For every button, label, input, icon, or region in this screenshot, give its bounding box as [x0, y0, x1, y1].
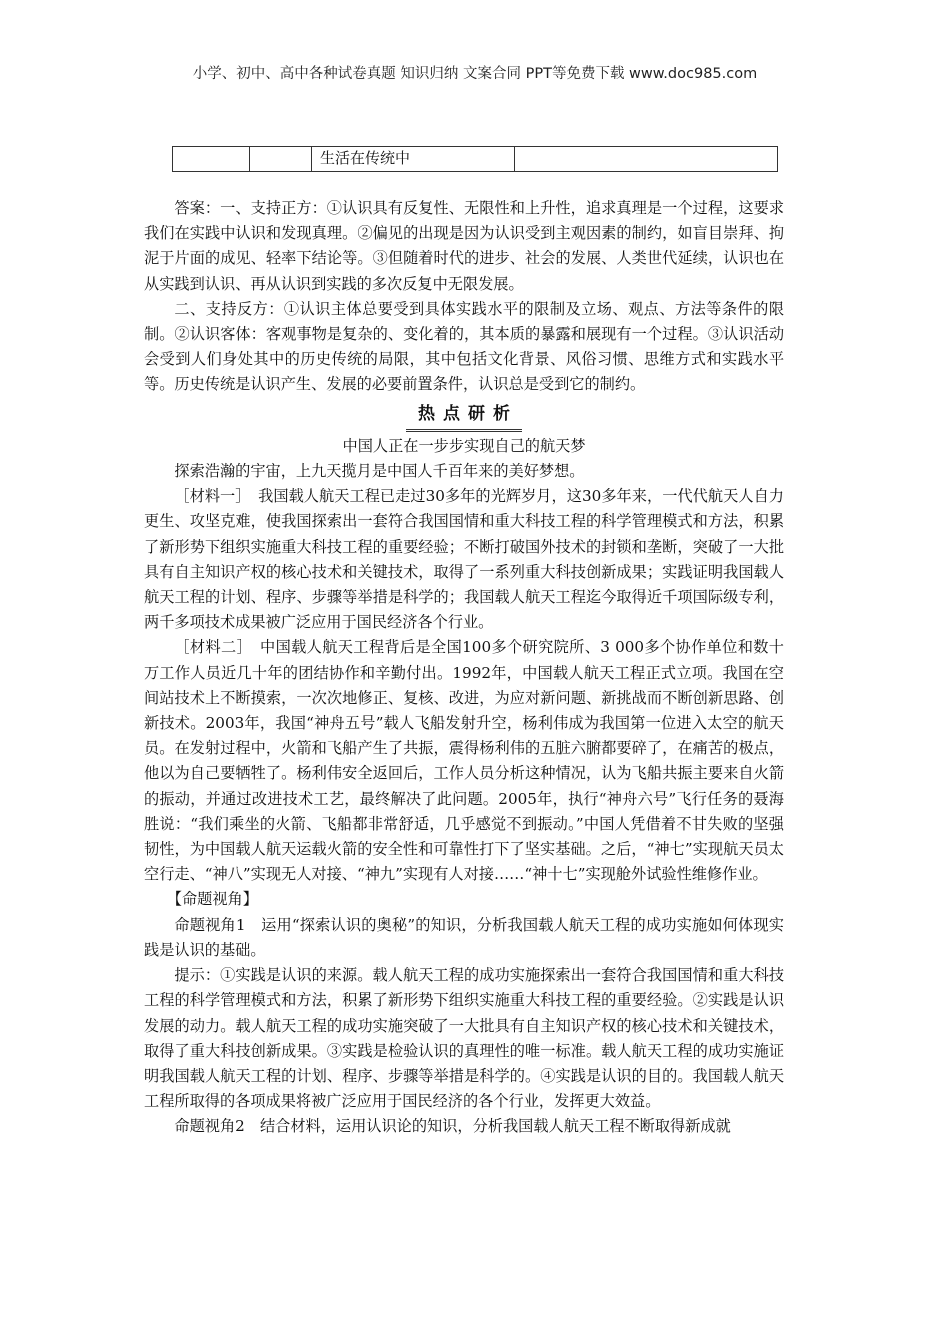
table-cell [250, 147, 312, 171]
question-1: 命题视角1 运用“探索认识的奥秘”的知识，分析我国载人航天工程的成功实施如何体现实践是认识的基础。 [144, 915, 784, 959]
article-title: 中国人正在一步步实现自己的航天梦 [342, 436, 586, 455]
perspective-label: 【命题视角】 [166, 890, 258, 909]
document-body [144, 196, 784, 1140]
material-1: ［材料一］ 我国载人航天工程已走过30多年的光辉岁月，这30多年来，一代代航天人自力更生、攻坚克难，使我国探索出一套符合我国国情和重大科技工程的科学管理模式和方法，积累了新形势下组织实施重大科技工程的重要经验；不断打破国外技术的封锁和垄断，突破了一大批具有自主知识产权的核心技术和关键技术，取得了一系列重大科技创新成果；实践证明我国载人航天工程的计划、程序、步骤等举措是科学的；我国载人航天工程迄今取得近千项国际级专利，两千多项技术成果被广泛应用于国民经济各个行业。 [144, 487, 784, 632]
page-header: 小学、初中、高中各种试卷真题 知识归纳 文案合同 PPT等免费下载 www.doc985.com [192, 66, 758, 82]
material-2: ［材料二］ 中国载人航天工程背后是全国100多个研究院所、3 000多个协作单位和数十万工作人员近几十年的团结协作和辛勤付出。1992年，中国载人航天工程正式立项。我国在空间站技术上不断摸索，一次次地修正、复核、改进，为应对新问题、新挑战而不断创新思路、创新技术。2003年，我国“神舟五号”载人飞船发射升空，杨利伟成为我国第一位进入太空的航天员。在发射过程中，火箭和飞船产生了共振，震得杨利伟的五脏六腑都要碎了，在痛苦的极点，他以为自己要牺牲了。杨利伟安全返回后，工作人员分析这种情况，认为飞船共振主要来自火箭的振动，并通过改进技术工艺，最终解决了此问题。2005年，执行“神舟六号”飞行任务的聂海胜说：“我们乘坐的火箭、飞船都非常舒适，几乎感觉不到振动。”中国人凭借着不甘失败的坚强韧性，为中国载人航天运载火箭的安全性和可靠性打下了坚实基础。之后，“神七”实现航天员太空行走、“神八”实现无人对接、“神九”实现有人对接……“神十七”实现舱外试验性维修作业。 [144, 638, 784, 884]
section-heading-wrap [144, 402, 784, 432]
question-2: 命题视角2 结合材料，运用认识论的知识，分析我国载人航天工程不断取得新成就 [174, 1117, 731, 1136]
table-cell [515, 147, 777, 171]
intro-paragraph: 探索浩瀚的宇宙，上九天揽月是中国人千百年来的美好梦想。 [174, 462, 585, 481]
table-cell [173, 147, 250, 171]
answer-paragraph-1: 答案：一、支持正方：①认识具有反复性、无限性和上升性，追求真理是一个过程，这要求我们在实践中认识和发现真理。②偏见的出现是因为认识受到主观因素的制约，如盲目崇拜、拘泥于片面的成见、轻率下结论等。③但随着时代的进步、社会的发展、人类世代延续，认识也在从实践到认识、再从认识到实践的多次反复中无限发展。 [144, 199, 784, 293]
section-heading: 热点研析 [406, 402, 522, 432]
table-cell: 生活在传统中 [312, 147, 515, 171]
answer-paragraph-2: 二、支持反方：①认识主体总要受到具体实践水平的限制及立场、观点、方法等条件的限制。②认识客体：客观事物是复杂的、变化着的，其本质的暴露和展现有一个过程。③认识活动会受到人们身处其中的历史传统的局限，其中包括文化背景、风俗习惯、思维方式和实践水平等。历史传统是认识产生、发展的必要前置条件，认识总是受到它的制约。 [144, 299, 784, 394]
table-row [172, 146, 778, 172]
hint-paragraph: 提示：①实践是认识的来源。载人航天工程的成功实施探索出一套符合我国国情和重大科技工程的科学管理模式和方法，积累了新形势下组织实施重大科技工程的重要经验。②实践是认识发展的动力。载人航天工程的成功实施突破了一大批具有自主知识产权的核心技术和关键技术，取得了重大科技创新成果。③实践是检验认识的真理性的唯一标准。载人航天工程的成功实施证明我国载人航天工程的计划、程序、步骤等举措是科学的。④实践是认识的目的。我国载人航天工程所取得的各项成果将被广泛应用于国民经济的各个行业，发挥更大效益。 [144, 966, 784, 1111]
